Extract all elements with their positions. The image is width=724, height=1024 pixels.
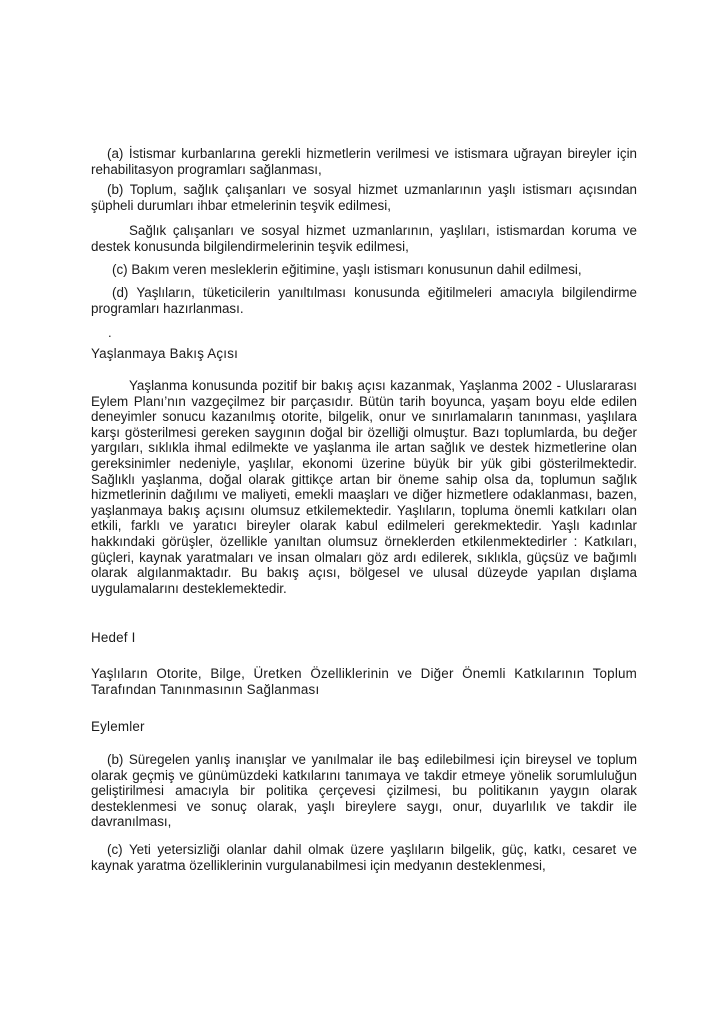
stray-dot: . — [108, 325, 112, 340]
action-item-b: (b) Süregelen yanlış inanışlar ve yanılmalar ile baş edilebilmesi için bireysel ve toplum olarak geçmiş ve günümüzdeki katkılarını tanımaya ve takdir etmeye yönelik sorumluluğun geliştirilmesi amacıyla bir politika çerçevesi çizilmesi, bu politikanın yaygın olarak desteklenmesi ve sonuç olarak, yaşlı bireylere saygı, onur, duyarlılık ve takdir ile davranılması, — [91, 752, 637, 830]
paragraph-item-d: (d) Yaşlıların, tüketicilerin yanıltılması konusunda eğitilmeleri amacıyla bilgilendirme programları hazırlanması. — [91, 285, 637, 316]
goal-title: Yaşlıların Otorite, Bilge, Üretken Özelliklerinin ve Diğer Önemli Katkılarının Toplum Tarafından Tanınmasının Sağlanması — [91, 666, 637, 697]
action-item-c: (c) Yeti yetersizliği olanlar dahil olmak üzere yaşlıların bilgelik, güç, katkı, cesaret ve kaynak yaratma özelliklerinin vurgulanabilmesi için medyanın desteklenmesi, — [91, 842, 637, 873]
section-body-paragraph: Yaşlanma konusunda pozitif bir bakış açısı kazanmak, Yaşlanma 2002 - Uluslararası Eylem Planı’nın vazgeçilmez bir parçasıdır. Bütün tarih boyunca, yaşam boyu elde edilen deneyimler sonucu kazanılmış otorite, bilgelik, onur ve sınırlamaların tanınması, yaşlılara karşı gösterilmesi gereken saygının doğal bir özelliği olmuştur. Bazı toplumlarda, bu değer yargıları, sıklıkla ihmal edilmekte ve yaşlanma ile artan sağlık ve destek hizmetlerine olan gereksinimler nedeniyle, yaşlılar, ekonomi üzerine büyük bir yük gibi gösterilmektedir. Sağlıklı yaşlanma, doğal olarak gittikçe artan bir öneme sahip olsa da, toplumun sağlık hizmetlerinin dağılımı ve maliyeti, emekli maaşları ve diğer hizmetlere odaklanması, bazen, yaşlanmaya bakış açısını olumsuz etkilemektedir. Yaşlıların, topluma önemli katkıları olan etkili, farklı ve yaratıcı bireyler olarak kabul edilmeleri gerekmektedir. Yaşlı kadınlar hakkındaki görüşler, özellikle yanıltan olumsuz örneklerden etkilenmektedirler : Katkıları, güçleri, kaynak yaratmaları ve insan olmaları göz ardı edilerek, sıklıkla, güçsüz ve bağımlı olarak algılanmaktadır. Bu bakış açısı, bölgesel ve ulusal düzeyde yapılan dışlama uygulamalarını desteklemektedir. — [91, 378, 637, 596]
paragraph-item-a: (a) İstismar kurbanlarına gerekli hizmetlerin verilmesi ve istismara uğrayan bireyler için rehabilitasyon programları sağlanması, — [91, 146, 637, 177]
actions-heading: Eylemler — [91, 719, 145, 734]
paragraph-item-c: (c) Bakım veren mesleklerin eğitimine, yaşlı istismarı konusunun dahil edilmesi, — [112, 262, 582, 277]
paragraph-item-b-continuation: Sağlık çalışanları ve sosyal hizmet uzmanlarının, yaşlıları, istismardan koruma ve destek konusunda bilgilendirmelerinin teşvik edilmesi, — [91, 223, 637, 254]
goal-heading: Hedef I — [91, 630, 136, 645]
section-heading: Yaşlanmaya Bakış Açısı — [91, 346, 239, 361]
paragraph-item-b: (b) Toplum, sağlık çalışanları ve sosyal hizmet uzmanlarının yaşlı istismarı açısından şüpheli durumları ihbar etmelerinin teşvik edilmesi, — [91, 182, 637, 213]
